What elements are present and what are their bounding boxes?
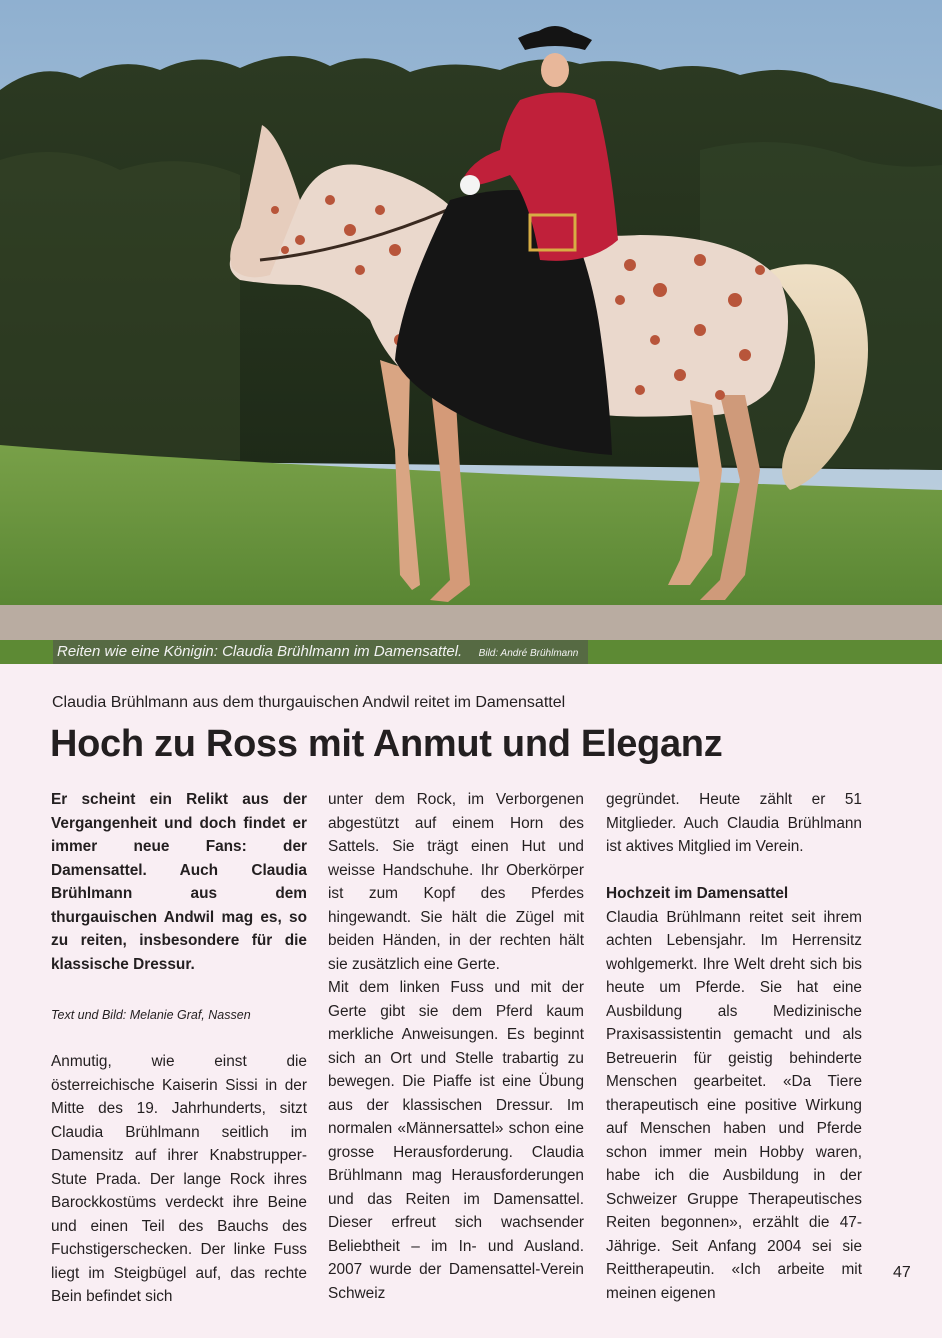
photo-caption-bar <box>53 640 588 664</box>
article-column-1 <box>51 788 307 1309</box>
article-kicker: Claudia Brühlmann aus dem thurgauischen Andwil reitet im Damensattel <box>52 694 566 711</box>
photo-credit: Bild: André Brühlmann <box>478 648 579 659</box>
article-lead: Er scheint ein Relikt aus der Vergangenheit und doch findet er immer neue Fans: der Damensattel. Auch Claudia Brühlmann aus dem thurgauischen Andwil mag es, so zu reiten, insbesondere für die klassische Dressur. <box>51 791 307 973</box>
hero-photo <box>0 0 942 664</box>
article-paragraph: Mit dem linken Fuss und mit der Gerte gibt sie dem Pferd kaum merkliche Anweisungen. Es beginnt sich an Ort und Stelle trabartig zu bewegen. Die Piaffe ist eine Übung aus der klassischen Dressur. Im normalen «Männersattel» schon eine grosse Herausforderung. Claudia Brühlmann mag Herausforderungen und das Reiten im Damensattel. Dieser erfreut sich wachsender Beliebtheit – im In- und Ausland. 2007 wurde der Damensattel-Verein Schweiz <box>328 979 584 1302</box>
article-paragraph: unter dem Rock, im Verborgenen abgestützt auf einem Horn des Sattels. Sie trägt einen Hut und weisse Handschuhe. Ihr Oberkörper ist zum Kopf des Pferdes hingewandt. Sie hält die Zügel mit beiden Händen, in der rechten hält sie zusätzlich eine Gerte. <box>328 791 584 973</box>
article-column-2 <box>328 788 584 1305</box>
article-paragraph: gegründet. Heute zählt er 51 Mitglieder. Auch Claudia Brühlmann ist aktives Mitglied im Verein. <box>606 791 862 855</box>
article-paragraph: Claudia Brühlmann reitet seit ihrem achten Lebensjahr. Im Herrensitz wohlgemerkt. Ihre Welt dreht sich bis heute um Pferde. Sie hat eine Ausbildung als Medizinische Praxisassistentin gemacht und als Betreuerin für geistig behinderte Menschen gearbeitet. «Da Tiere therapeutisch eine positive Wirkung auf Menschen haben und Pferde schon immer mein Hobby waren, habe ich die Ausbildung in der Schweizer Gruppe Therapeutisches Reiten begonnen», erzählt die 47-Jährige. Seit Anfang 2004 sei sie Reittherapeutin. «Ich arbeite mit meinen eigenen <box>606 908 862 1302</box>
horse-rider-illustration <box>0 0 942 664</box>
article-paragraph: Anmutig, wie einst die österreichische Kaiserin Sissi in der Mitte des 19. Jahrhunderts, sitzt Claudia Brühlmann seitlich im Damensitz auf ihrer Knabstrupper-Stute Prada. Der lange Rock ihres Barockkostüms verdeckt ihre Beine und einen Teil des Bauchs des Fuchstigerschecken. Der linke Fuss liegt im Steigbügel auf, das rechte Bein befindet sich <box>51 1053 307 1305</box>
article-subheading: Hochzeit im Damensattel <box>606 885 789 902</box>
photo-caption: Reiten wie eine Königin: Claudia Brühlmann im Damensattel. <box>57 643 463 660</box>
article-column-3 <box>606 788 862 1305</box>
article-headline: Hoch zu Ross mit Anmut und Eleganz <box>50 723 723 765</box>
article-byline: Text und Bild: Melanie Graf, Nassen <box>51 1008 251 1022</box>
page-number: 47 <box>893 1264 911 1281</box>
